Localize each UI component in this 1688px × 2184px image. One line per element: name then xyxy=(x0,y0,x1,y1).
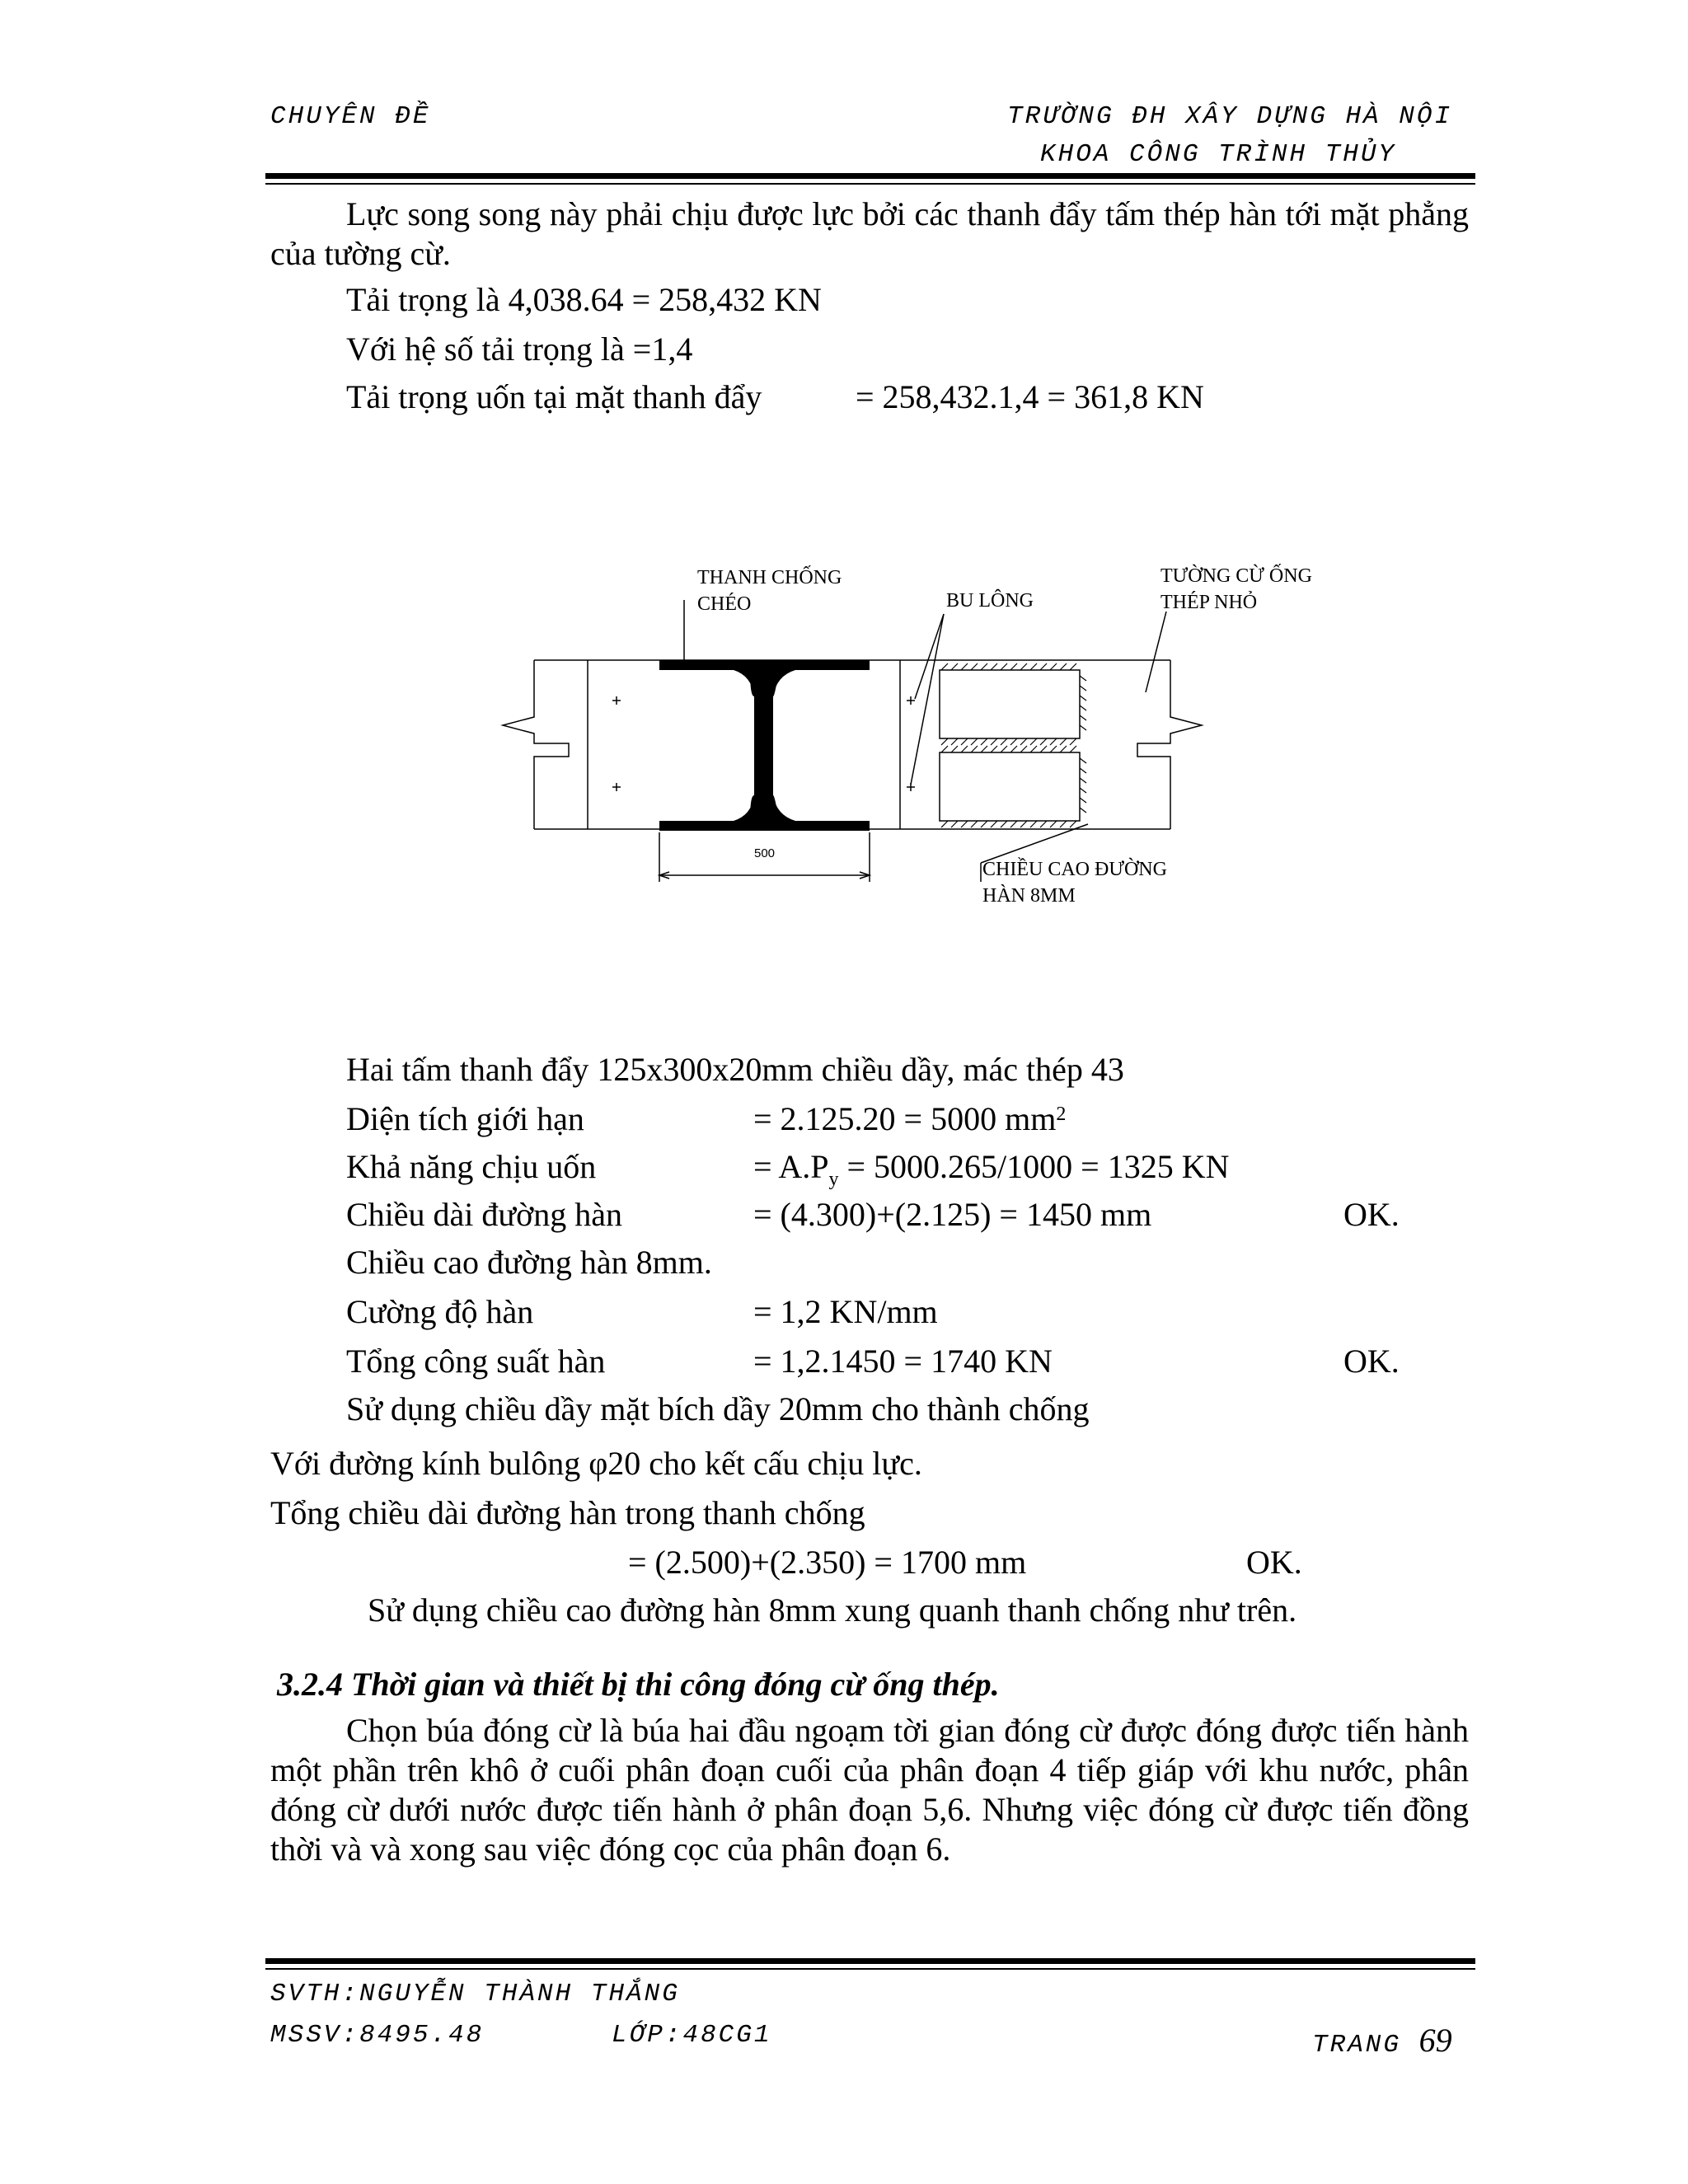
footer-rule-thick xyxy=(265,1958,1475,1964)
label-wall-1: TƯỜNG CỪ ỐNG xyxy=(1160,565,1312,587)
label-wall-2: THÉP NHỎ xyxy=(1160,592,1258,613)
footer-student: SVTH:NGUYỄN THÀNH THẮNG xyxy=(270,1980,680,2008)
section-heading: 3.2.4 Thời gian và thiết bị thi công đóng cừ ống thép. xyxy=(277,1666,1000,1703)
header-rule-thin xyxy=(265,183,1475,185)
label-strut-1: THANH CHỐNG xyxy=(697,567,842,588)
weld-length-label: Chiều dài đường hàn xyxy=(346,1196,622,1233)
load-line: Tải trọng là 4,038.64 = 258,432 KN xyxy=(346,281,822,318)
ok-strut-weld: OK. xyxy=(1246,1544,1302,1581)
dimension-label: 500 xyxy=(754,846,776,860)
lower-weld-plate xyxy=(940,752,1080,821)
area-value: = 2.125.20 = 5000 $mm^2$ xyxy=(753,1100,1067,1137)
header-faculty: KHOA CÔNG TRÌNH THỦY xyxy=(1040,140,1397,169)
bend-load-value: = 258,432.1,4 = 361,8 KN xyxy=(856,378,1204,415)
area-label: Diện tích giới hạn xyxy=(346,1100,584,1137)
weld-strength-label: Cường độ hàn xyxy=(346,1293,534,1330)
ok-weld-total: OK. xyxy=(1343,1343,1400,1380)
plates-line: Hai tấm thanh đẩy 125x300x20mm chiều dầy, mác thép 43 xyxy=(346,1051,1124,1088)
bending-capacity-value: = $A.P_y = 5000.265/1000 = 1325$ KN xyxy=(753,1148,1230,1190)
header-left: CHUYÊN ĐỀ xyxy=(270,102,431,131)
wall-leader xyxy=(1146,612,1166,692)
weld-hatching xyxy=(941,663,1086,827)
weld-height-line: Chiều cao đường hàn 8mm. xyxy=(346,1244,712,1281)
page-number: 69 xyxy=(1418,2022,1452,2059)
label-weld-2: HÀN 8MM xyxy=(982,885,1076,907)
ok-weld-length: OK. xyxy=(1343,1196,1400,1233)
strut-weld-value: = (2.500)+(2.350) = 1700 mm xyxy=(628,1544,1027,1581)
footer-rule-thin xyxy=(265,1968,1475,1970)
footer-class: LỚP:48CG1 xyxy=(612,2021,772,2050)
weld-total-label: Tổng công suất hàn xyxy=(346,1343,606,1380)
bolt-leader-2 xyxy=(911,614,944,785)
header-school: TRƯỜNG ĐH XÂY DỰNG HÀ NỘI xyxy=(1007,102,1453,131)
label-weld-1: CHIỀU CAO ĐƯỜNG xyxy=(982,859,1167,880)
use-weld-line: Sử dụng chiều cao đường hàn 8mm xung quanh thanh chống như trên. xyxy=(368,1591,1297,1629)
weld-length-value: = (4.300)+(2.125) = 1450 mm xyxy=(753,1196,1152,1233)
strut-connection-diagram xyxy=(486,552,1352,931)
factor-line: Với hệ số tải trọng là =1,4 xyxy=(346,330,693,368)
label-strut-2: CHÉO xyxy=(697,593,752,615)
weld-total-value: = 1,2.1450 = 1740 KN xyxy=(753,1343,1053,1380)
left-break-line xyxy=(503,660,569,829)
intro-paragraph: Lực song song này phải chịu được lực bởi các thanh đẩy tấm thép hàn tới mặt phẳng của tường cừ. xyxy=(270,195,1469,272)
footer-page xyxy=(1312,2021,1452,2060)
section-paragraph: Chọn búa đóng cừ là búa hai đầu ngoạm tời gian đóng cừ được đóng được tiến hành một phần trên khô ở cuối phân đoạn cuối của phân đoạn 4 tiếp giáp với khu nước, phân đóng cừ dưới nước được tiến hành ở phân đoạn 5,6. Nhưng việc đóng cừ được tiến đồng thời và và xong sau việc đóng cọc của phân đoạn 6. xyxy=(270,1712,1469,1868)
bending-capacity-label: Khả năng chịu uốn xyxy=(346,1148,597,1185)
weld-strength-value: = 1,2 KN/mm xyxy=(753,1293,938,1330)
label-bolt: BU LÔNG xyxy=(946,590,1034,612)
header-rule-thick xyxy=(265,173,1475,179)
bolt-diameter-line: Với đường kính bulông φ20 cho kết cấu chịu lực. xyxy=(270,1445,922,1482)
footer-mssv: MSSV:8495.48 xyxy=(270,2021,485,2050)
upper-weld-plate xyxy=(940,670,1080,738)
strut-weld-line: Tổng chiều dài đường hàn trong thanh chống xyxy=(270,1494,865,1531)
page-label: TRANG xyxy=(1312,2031,1402,2060)
flange-line: Sử dụng chiều dầy mặt bích dầy 20mm cho thành chống xyxy=(346,1390,1090,1427)
i-beam-section xyxy=(659,660,870,831)
bend-load-label: Tải trọng uốn tại mặt thanh đẩy xyxy=(346,378,762,415)
